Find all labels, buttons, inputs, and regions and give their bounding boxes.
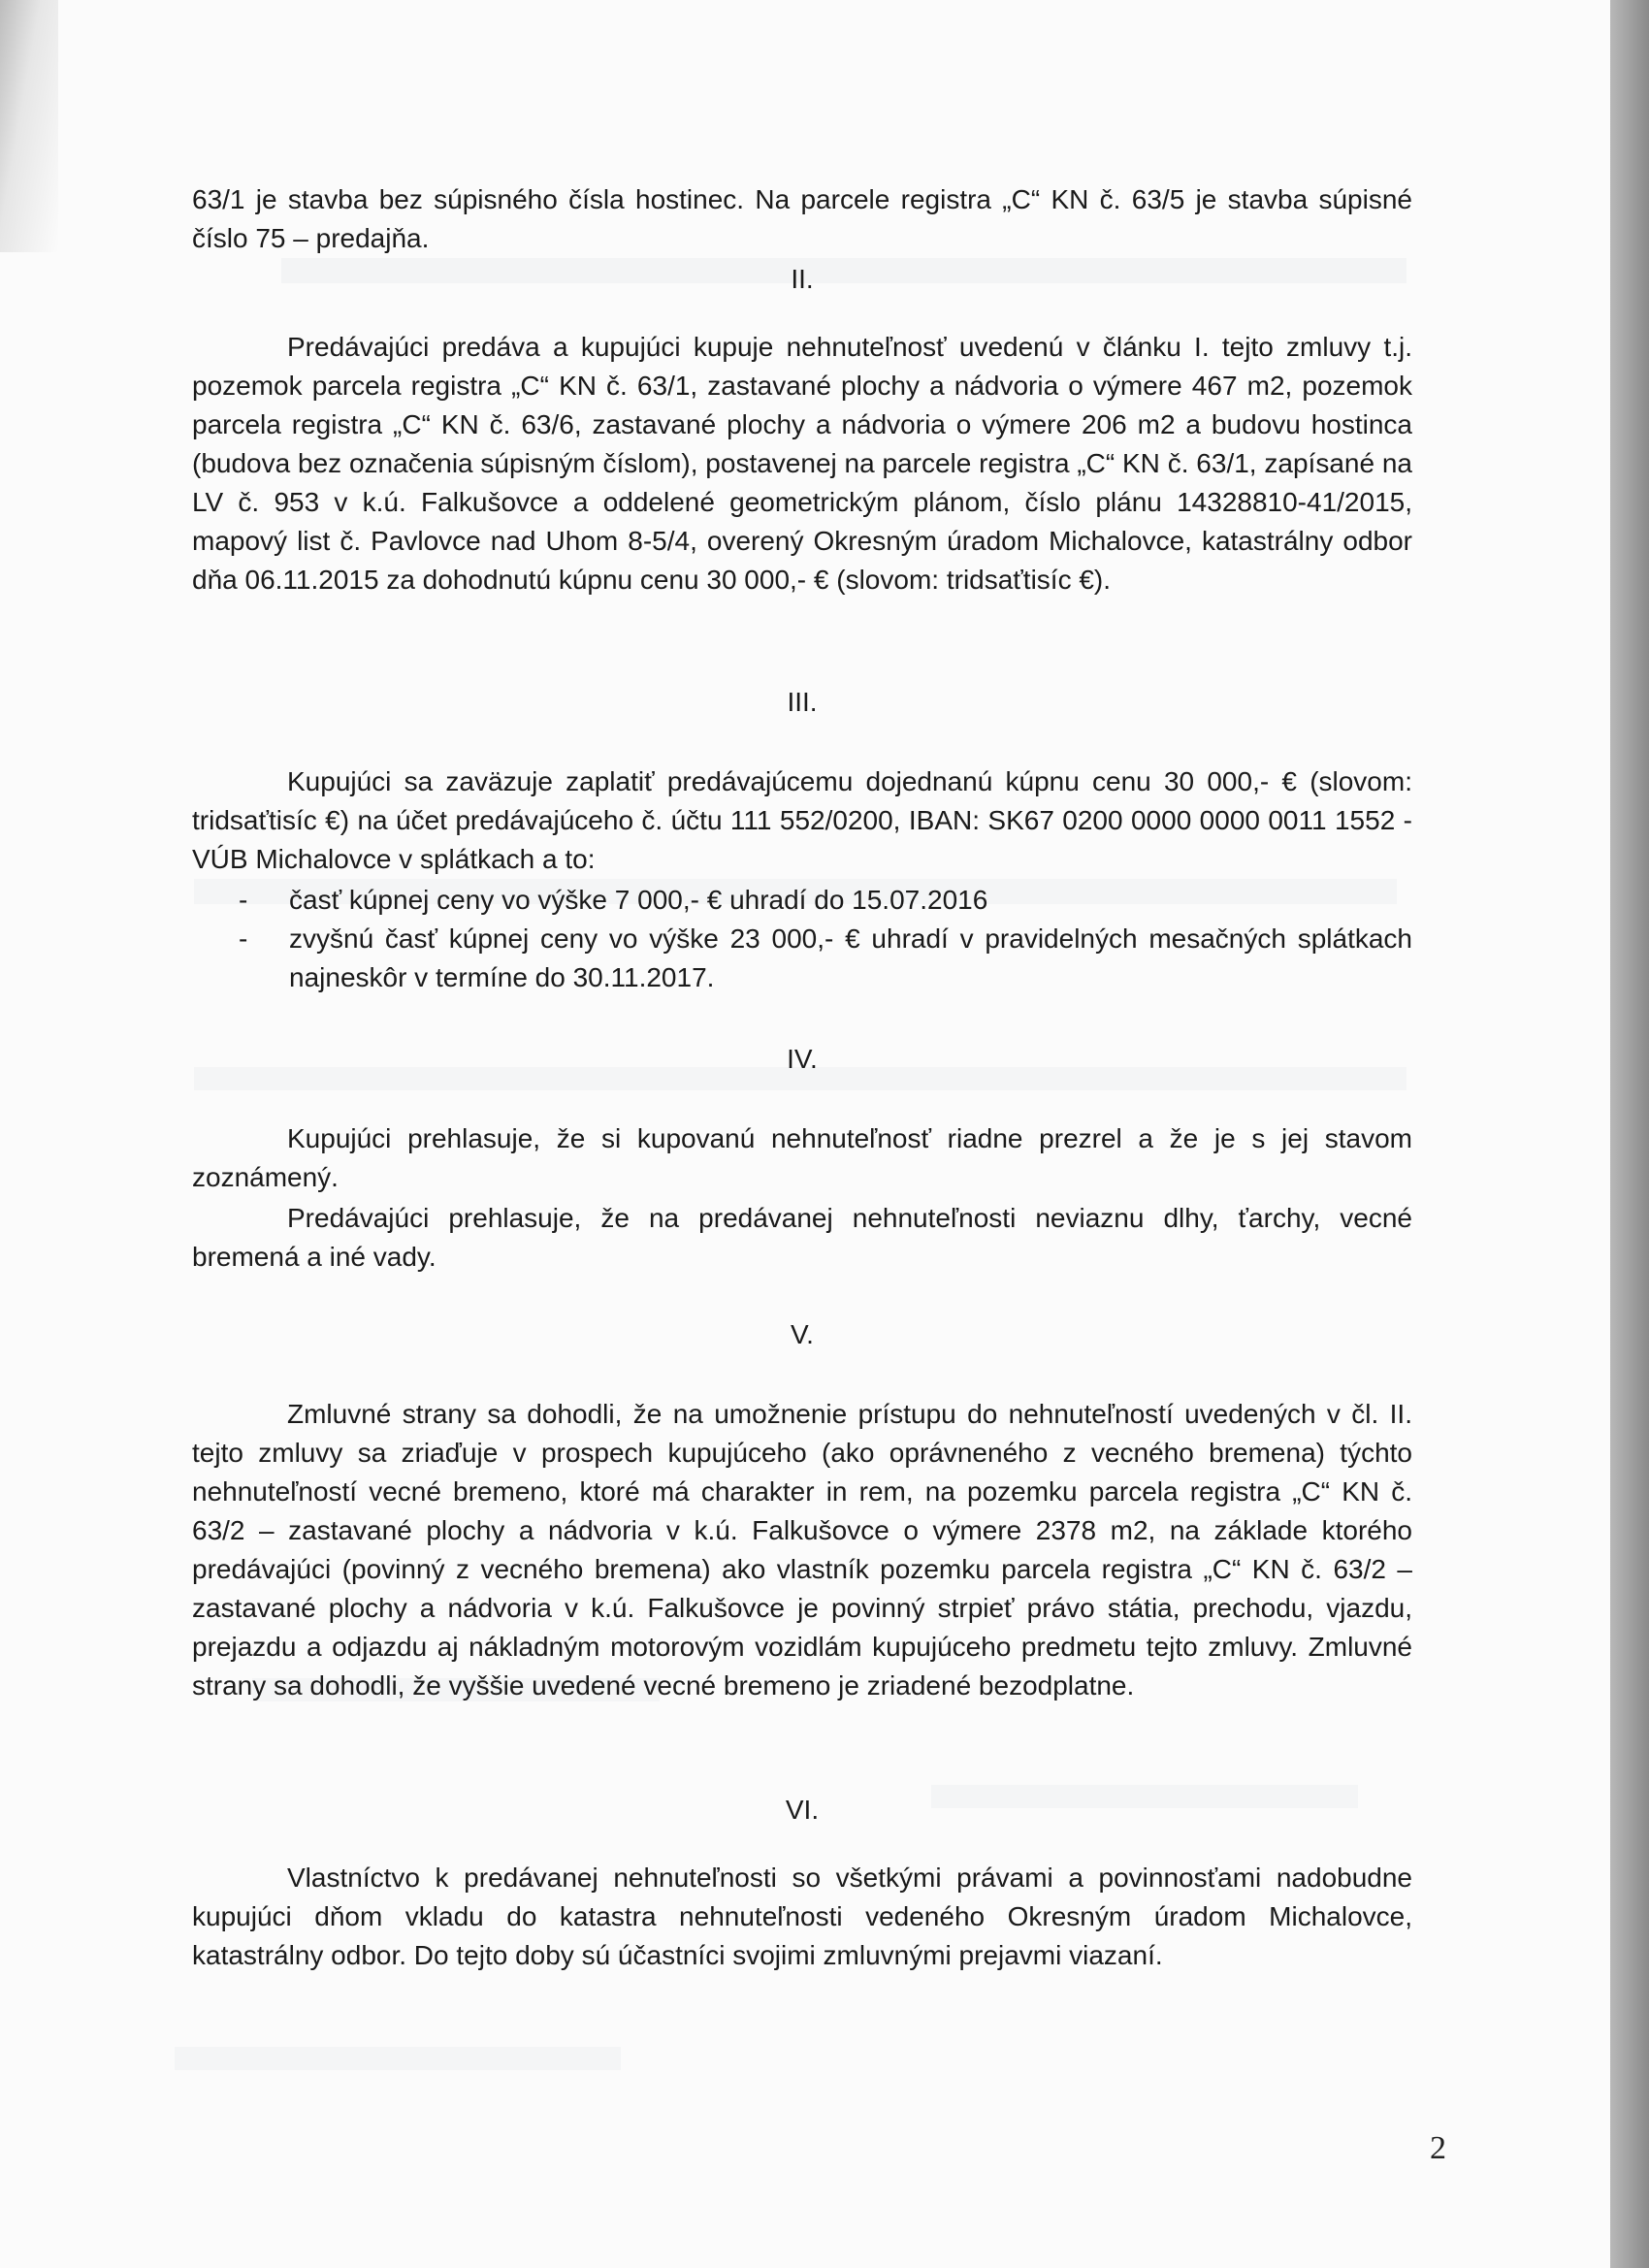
list-item-text: zvyšnú časť kúpnej ceny vo výške 23 000,- € uhradí v pravidelných mesačných splátkach najneskôr v termíne do 30.11.2017. [289,923,1412,992]
list-marker: - [239,923,248,954]
bleed-through-decoration [175,2047,621,2070]
continuation-paragraph: 63/1 je stavba bez súpisného čísla hostinec. Na parcele registra „C“ KN č. 63/5 je stavba súpisné číslo 75 – predajňa. [192,184,1412,253]
list-item-text: časť kúpnej ceny vo výške 7 000,- € uhradí do 15.07.2016 [289,885,988,915]
section-heading-iii: III. [787,687,818,717]
section-heading-vi: VI. [785,1795,820,1825]
section-heading-v: V. [791,1319,814,1349]
section-iv-paragraph-1: Kupujúci prehlasuje, že si kupovanú nehnuteľnosť riadne prezrel a že je s jej stavom zoznámený. [192,1123,1412,1192]
section-ii-paragraph: Predávajúci predáva a kupujúci kupuje nehnuteľnosť uvedenú v článku I. tejto zmluvy t.j. pozemok parcela registra „C“ KN č. 63/1, zastavané plochy a nádvoria o výmere 467 m2, pozemok parcela registra „C“ KN č. 63/6, zastavané plochy a nádvoria o výmere 206 m2 a budovu hostinca (budova bez označenia súpisným číslom), postavenej na parcele registra „C“ KN č. 63/1, zapísané na LV č. 953 v k.ú. Falkušovce a oddelené geometrickým plánom, číslo plánu 14328810-41/2015, mapový list č. Pavlovce nad Uhom 8-5/4, overený Okresným úradom Michalovce, katastrálny odbor dňa 06.11.2015 za dohodnutú kúpnu cenu 30 000,- € (slovom: tridsaťtisíc €). [192,332,1412,595]
section-vi-paragraph: Vlastníctvo k predávanej nehnuteľnosti so všetkými právami a povinnosťami nadobudne kupujúci dňom vkladu do katastra nehnuteľnosti vedeného Okresným úradom Michalovce, katastrálny odbor. Do tejto doby sú účastníci svojimi zmluvnými prejavmi viazaní. [192,1863,1412,1970]
section-heading-ii: II. [791,264,814,294]
section-iv-paragraph-2: Predávajúci prehlasuje, že na predávanej nehnuteľnosti neviaznu dlhy, ťarchy, vecné bremená a iné vady. [192,1203,1412,1272]
list-marker: - [239,885,248,915]
page-number: 2 [1430,2130,1446,2166]
payment-installment-list [192,881,1412,997]
section-iii-paragraph: Kupujúci sa zaväzuje zaplatiť predávajúcemu dojednanú kúpnu cenu 30 000,- € (slovom: tridsaťtisíc €) na účet predávajúceho č. účtu 111 552/0200, IBAN: SK67 0200 0000 0000 0011 1552 - VÚB Michalovce v splátkach a to: [192,766,1412,874]
list-item [192,881,1412,920]
list-item [192,920,1412,997]
section-heading-iv: IV. [787,1044,818,1074]
section-v-paragraph: Zmluvné strany sa dohodli, že na umožnenie prístupu do nehnuteľností uvedených v čl. II. tejto zmluvy sa zriaďuje v prospech kupujúceho (ako oprávneného z vecného bremena) týchto nehnuteľností vecné bremeno, ktoré má charakter in rem, na pozemku parcela registra „C“ KN č. 63/2 – zastavané plochy a nádvoria v k.ú. Falkušovce o výmere 2378 m2, na základe ktorého predávajúci (povinný z vecného bremena) ako vlastník pozemku parcela registra „C“ KN č. 63/2 – zastavané plochy a nádvoria v k.ú. Falkušovce je povinný strpieť právo státia, prechodu, vjazdu, prejazdu a odjazdu aj nákladným motorovým vozidlám kupujúceho predmetu tejto zmluvy. Zmluvné strany sa dohodli, že vyššie uvedené vecné bremeno je zriadené bezodplatne. [192,1399,1412,1701]
scanner-background-edge [1610,0,1649,2268]
